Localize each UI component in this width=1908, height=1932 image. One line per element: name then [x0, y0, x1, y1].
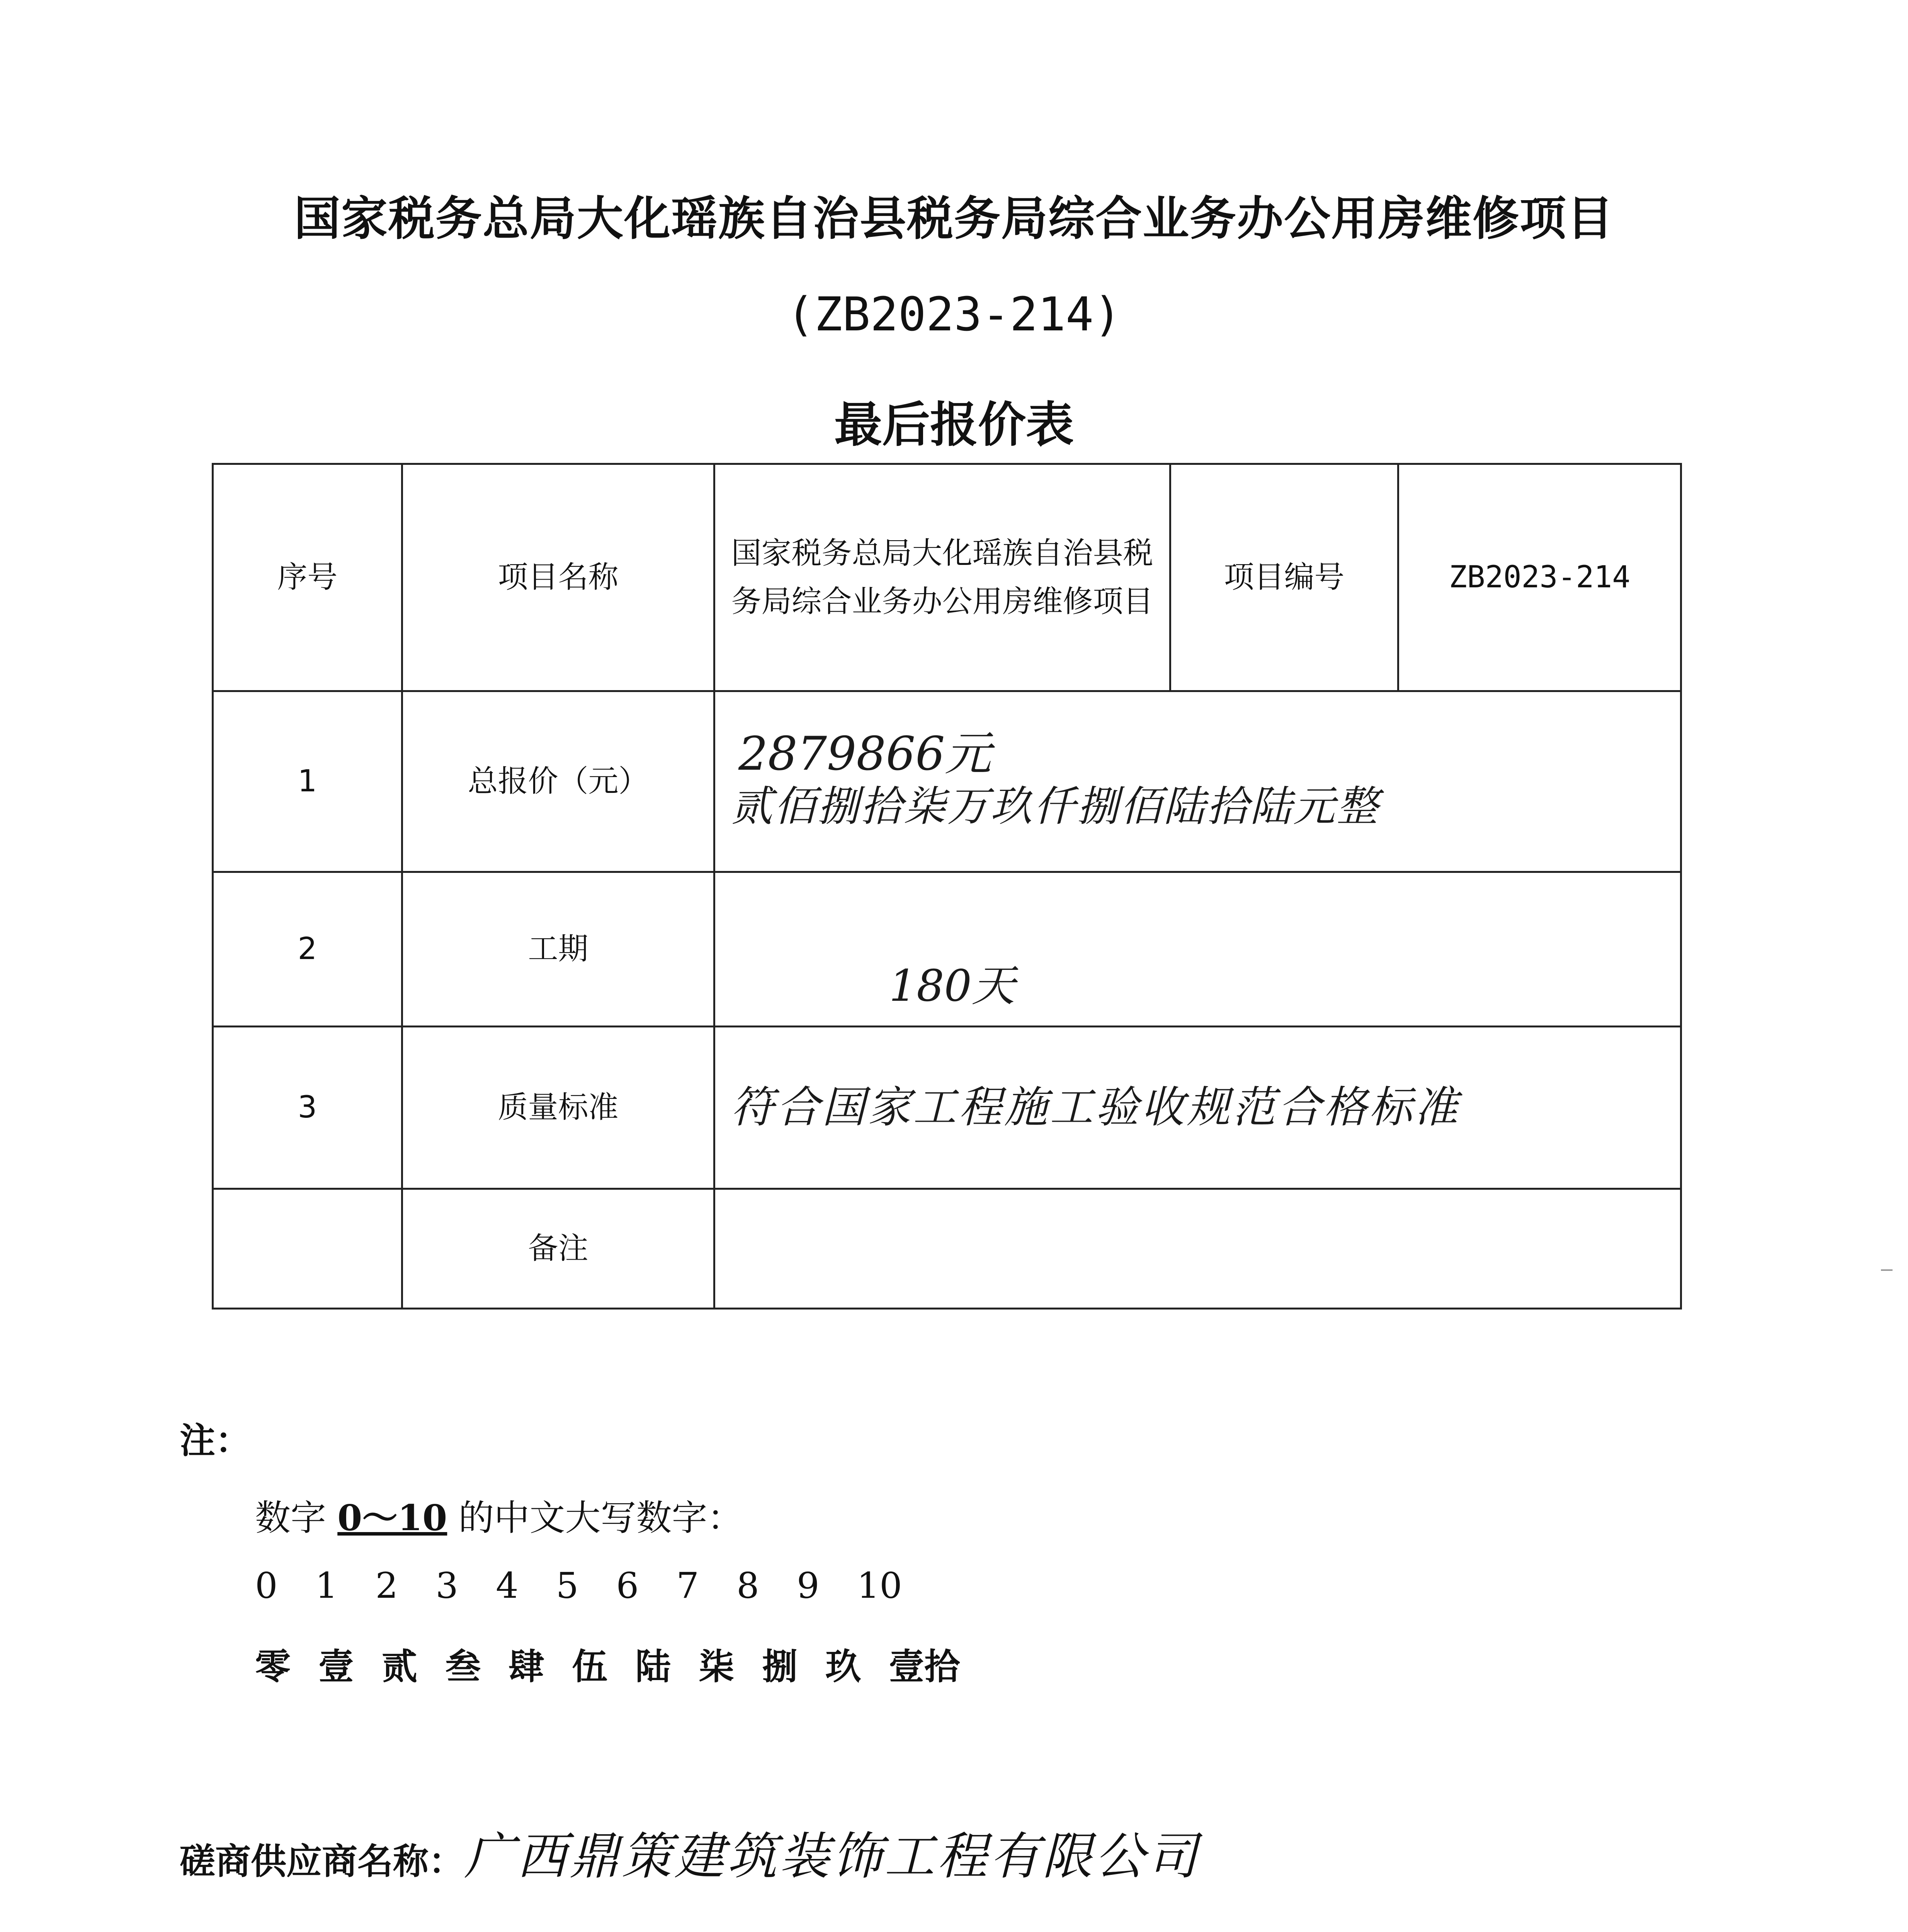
supplier-name: 广西鼎策建筑装饰工程有限公司: [464, 1827, 1200, 1886]
form-title: 最后报价表: [834, 397, 1074, 453]
row-label: 总报价（元）: [402, 691, 714, 872]
header-project-code-label: 项目编号: [1170, 464, 1398, 691]
document-title: 国家税务总局大化瑶族自治县税务局综合业务办公用房维修项目: [294, 192, 1614, 246]
duration-cell: [714, 872, 1681, 1027]
table-row: [213, 691, 1681, 872]
chinese-digits-row: 零 壹 贰 叁 肆 伍 陆 柒 捌 玖 壹拾: [255, 1646, 960, 1687]
project-code-title: (ZB2023-214): [786, 288, 1122, 342]
row-label: 质量标准: [402, 1027, 714, 1189]
row-index: 1: [213, 691, 402, 872]
table-row: [213, 872, 1681, 1027]
total-price-words: 贰佰捌拾柒万玖仟捌佰陆拾陆元整: [731, 782, 1380, 831]
table-row: [213, 1189, 1681, 1309]
notes-heading: 注：: [180, 1420, 251, 1461]
header-project-code-value: ZB2023-214: [1398, 464, 1681, 691]
total-price-cell: [714, 691, 1681, 872]
supplier-line: [180, 1816, 1200, 1888]
header-project-name-value: 国家税务总局大化瑶族自治县税务局综合业务办公用房维修项目: [714, 464, 1170, 691]
total-price-number: 2879866元: [738, 727, 991, 781]
duration-value: 180天: [889, 961, 1015, 1011]
notes-intro-suffix: 的中文大写数字：: [447, 1497, 743, 1539]
supplier-label: 磋商供应商名称：: [180, 1840, 464, 1882]
notes-intro: [255, 1490, 743, 1541]
row-index: [213, 1189, 402, 1309]
notes-intro-prefix: 数字: [255, 1497, 338, 1539]
table-row: [213, 1027, 1681, 1189]
notes-intro-range: 0～10: [337, 1497, 447, 1539]
remarks-cell: [714, 1189, 1681, 1309]
header-project-name-label: 项目名称: [402, 464, 714, 691]
row-label: 备注: [402, 1189, 714, 1309]
row-index: 2: [213, 872, 402, 1027]
header-index-label: 序号: [213, 464, 402, 691]
quality-cell: [714, 1027, 1681, 1189]
scan-edge-mark: [1881, 1269, 1893, 1271]
row-index: 3: [213, 1027, 402, 1189]
quote-table: [212, 463, 1682, 1310]
table-header-row: [213, 464, 1681, 691]
row-label: 工期: [402, 872, 714, 1027]
digits-row: 0 1 2 3 4 5 6 7 8 9 10: [255, 1565, 902, 1606]
quality-value: 符合国家工程施工验收规范合格标准: [731, 1082, 1460, 1133]
